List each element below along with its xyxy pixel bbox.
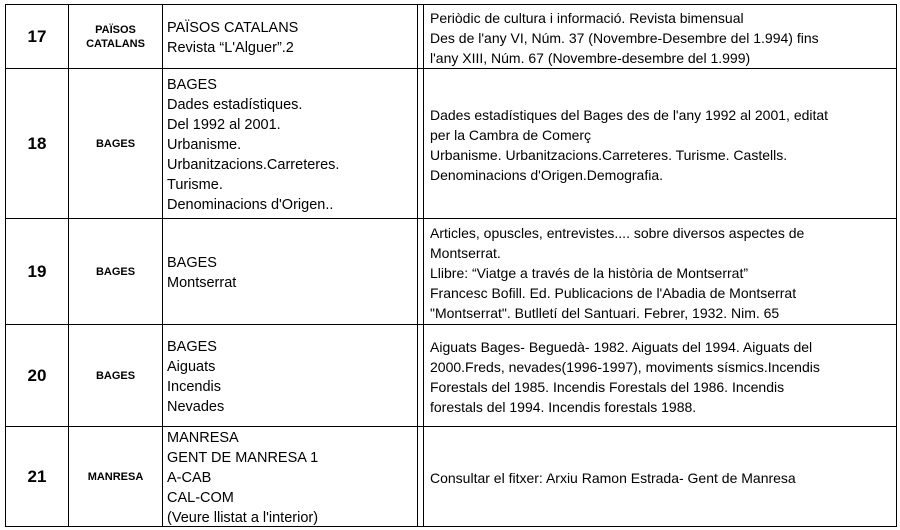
region-label: [86, 23, 145, 51]
description-line: Des de l'any VI, Núm. 37 (Novembre-Desembre del 1.994) fins: [430, 29, 819, 46]
description-line: 2000.Freds, nevades(1996-1997), moviments sísmics.Incendis: [430, 358, 820, 375]
row-number: 18: [27, 133, 47, 153]
title-line: Incendis: [167, 378, 222, 395]
description-line: l'any XIII, Núm. 67 (Novembre-desembre del 1.999): [430, 49, 751, 66]
row-number: 19: [27, 261, 47, 281]
title-line: PAÏSOS CATALANS: [167, 19, 299, 36]
region-label: [96, 137, 135, 151]
region-cell: [68, 219, 162, 324]
description-line: "Montserrat". Butlletí del Santuari. Febrer, 1932. Nim. 65: [430, 304, 780, 321]
title-line: GENT DE MANRESA 1: [167, 449, 319, 466]
description-line: Periòdic de cultura i informació. Revista bimensual: [430, 9, 744, 26]
region-label: [96, 265, 135, 279]
description-line: per la Cambra de Comerç: [430, 126, 592, 143]
region-line: BAGES: [95, 369, 136, 382]
description-line: forestals del 1994. Incendis forestals 1988.: [430, 398, 697, 415]
description-cell: [423, 325, 894, 426]
description-cell: [423, 69, 894, 218]
table-row: [6, 218, 896, 324]
region-label: [96, 369, 135, 383]
title-line: Denominacions d'Origen..: [167, 196, 334, 213]
description-line: Articles, opuscles, entrevistes.... sobre diversos aspectes de: [430, 224, 805, 241]
title-line: Revista “L'Alguer”.2: [167, 39, 294, 56]
title-line: Turisme.: [167, 176, 223, 193]
title-cell: [162, 219, 417, 324]
region-cell: [68, 5, 162, 68]
description-line: Aiguats Bages- Beguedà- 1982. Aiguats del 1994. Aiguats del: [430, 338, 813, 355]
title-cell: [162, 325, 417, 426]
description-cell: [423, 219, 894, 324]
region-line: BAGES: [95, 137, 136, 150]
row-number: 21: [27, 466, 47, 486]
title-line: (Veure llistat a l'interior): [167, 509, 319, 526]
title-line: Nevades: [167, 398, 225, 415]
region-line: MANRESA: [87, 470, 144, 483]
title-line: Dades estadístiques.: [167, 96, 303, 113]
region-line: CATALANS: [86, 37, 145, 50]
title-line: MANRESA: [167, 429, 239, 446]
title-line: Montserrat: [167, 274, 237, 291]
description-cell: [423, 5, 894, 68]
title-cell: [162, 69, 417, 218]
title-line: BAGES: [167, 338, 217, 355]
description-line: Forestals del 1985. Incendis Forestals del 1986. Incendis: [430, 378, 785, 395]
title-line: Urbanisme.: [167, 136, 242, 153]
region-label: [88, 470, 144, 484]
table-row: [6, 5, 896, 68]
table-row: [6, 68, 896, 218]
row-number: 20: [27, 365, 47, 385]
title-cell: [162, 5, 417, 68]
description-cell: [423, 427, 894, 526]
title-line: Aiguats: [167, 358, 216, 375]
title-line: Urbanitzacions.Carreteres.: [167, 156, 340, 173]
description-line: Urbanisme. Urbanitzacions.Carreteres. Turisme. Castells.: [430, 146, 788, 163]
region-cell: [68, 427, 162, 526]
region-cell: [68, 325, 162, 426]
table-row: [6, 324, 896, 426]
table-row: [6, 426, 896, 526]
row-number: 17: [27, 26, 47, 46]
title-cell: [162, 427, 417, 526]
title-line: CAL-COM: [167, 489, 234, 506]
region-line: PAÏSOS: [95, 23, 136, 36]
description-line: Montserrat.: [430, 244, 501, 261]
description-line: Consultar el fitxer: Arxiu Ramon Estrada- Gent de Manresa: [430, 469, 796, 486]
description-line: Dades estadístiques del Bages des de l'any 1992 al 2001, editat: [430, 106, 829, 123]
region-line: BAGES: [95, 265, 136, 278]
catalog-table: [5, 4, 897, 527]
description-line: Francesc Bofill. Ed. Publicacions de l'Abadia de Montserrat: [430, 284, 797, 301]
title-line: BAGES: [167, 254, 217, 271]
description-line: Denominacions d'Origen.Demografia.: [430, 166, 664, 183]
description-line: Llibre: “Viatge a través de la història de Montserrat”: [430, 264, 749, 281]
title-line: BAGES: [167, 76, 217, 93]
title-line: A-CAB: [167, 469, 212, 486]
title-line: Del 1992 al 2001.: [167, 116, 281, 133]
region-cell: [68, 69, 162, 218]
